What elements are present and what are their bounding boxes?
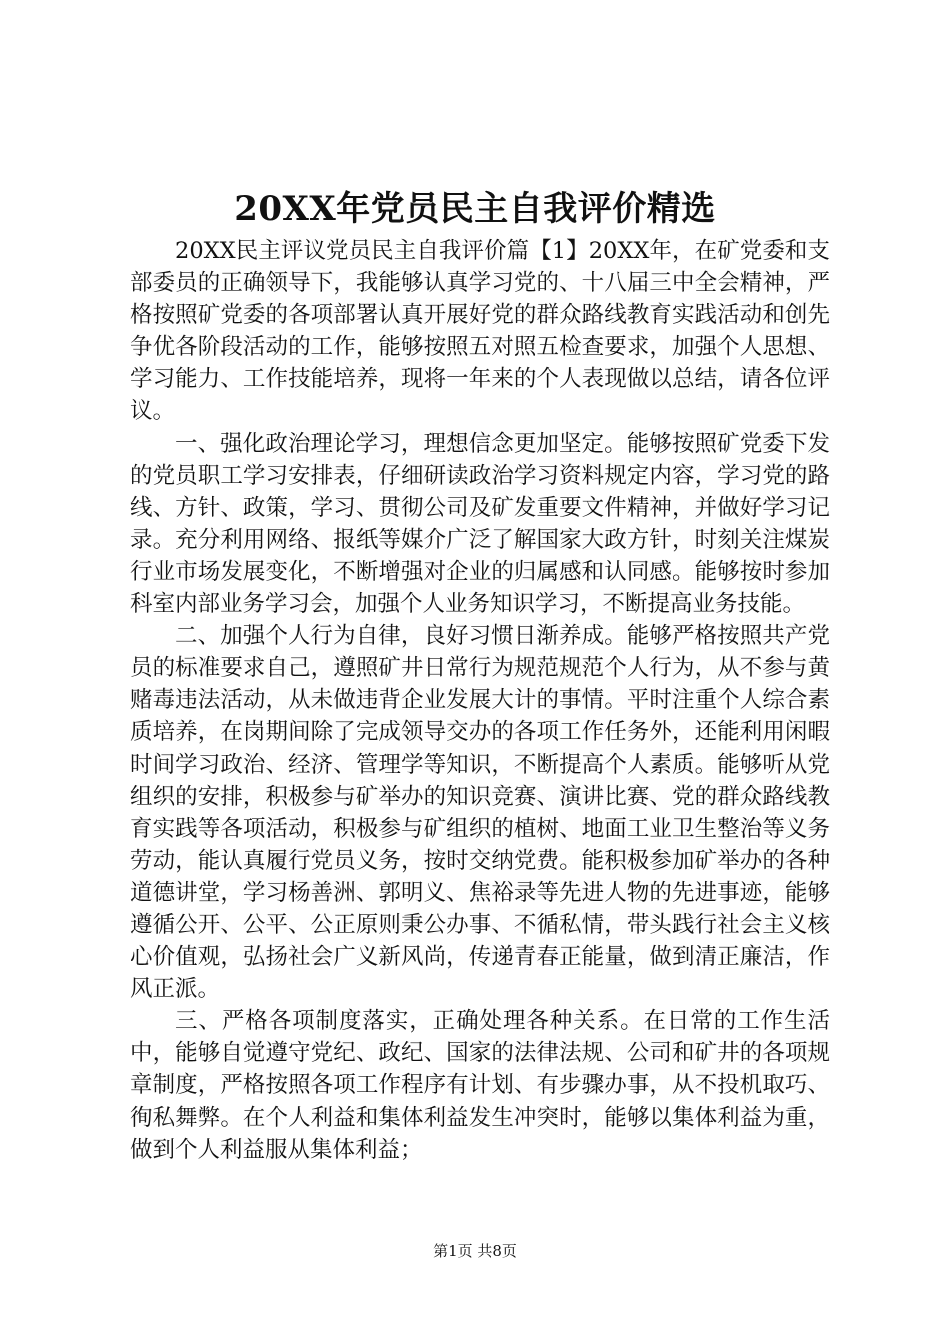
paragraph-section-1: 一、强化政治理论学习，理想信念更加坚定。能够按照矿党委下发的党员职工学习安排表，仔细研读政治学习资料规定内容，学习党的路线、方针、政策，学习、贯彻公司及矿发重要文件精神，并做好学习记录。充分利用网络、报纸等媒介广泛了解国家大政方针，时刻关注煤炭行业市场发展变化，不断增强对企业的归属感和认同感。能够按时参加科室内部业务学习会，加强个人业务知识学习，不断提高业务技能。 <box>130 430 830 618</box>
paragraph-intro: 20XX民主评议党员民主自我评价篇【1】20XX年，在矿党委和支部委员的正确领导下，我能够认真学习党的、十八届三中全会精神，严格按照矿党委的各项部署认真开展好党的群众路线教育实践活动和创先争优各阶段活动的工作，能够按照五对照五检查要求，加强个人思想、学习能力、工作技能培养，现将一年来的个人表现做以总结，请各位评议。 <box>130 238 830 425</box>
paragraph-section-3: 三、严格各项制度落实，正确处理各种关系。在日常的工作生活中，能够自觉遵守党纪、政纪、国家的法律法规、公司和矿井的各项规章制度，严格按照各项工作程序有计划、有步骤办事，从不投机取巧、徇私舞弊。在个人利益和集体利益发生冲突时，能够以集体利益为重，做到个人利益服从集体利益； <box>130 1008 830 1163</box>
document-body <box>130 235 830 1166</box>
page-number-footer: 第1页 共8页 <box>433 1242 517 1260</box>
document-title: 20XX年党员民主自我评价精选 <box>234 189 716 229</box>
paragraph-section-2: 二、加强个人行为自律，良好习惯日渐养成。能够严格按照共产党员的标准要求自己，遵照矿井日常行为规范规范个人行为，从不参与黄赌毒违法活动，从未做违背企业发展大计的事情。平时注重个人综合素质培养，在岗期间除了完成领导交办的各项工作任务外，还能利用闲暇时间学习政治、经济、管理学等知识，不断提高个人素质。能够听从党组织的安排，积极参与矿举办的知识竞赛、演讲比赛、党的群众路线教育实践等各项活动，积极参与矿组织的植树、地面工业卫生整治等义务劳动，能认真履行党员义务，按时交纳党费。能积极参加矿举办的各种道德讲堂，学习杨善洲、郭明义、焦裕录等先进人物的先进事迹，能够遵循公开、公平、公正原则秉公办事、不循私情，带头践行社会主义核心价值观，弘扬社会广义新风尚，传递青春正能量，做到清正廉洁，作风正派。 <box>130 623 830 1003</box>
